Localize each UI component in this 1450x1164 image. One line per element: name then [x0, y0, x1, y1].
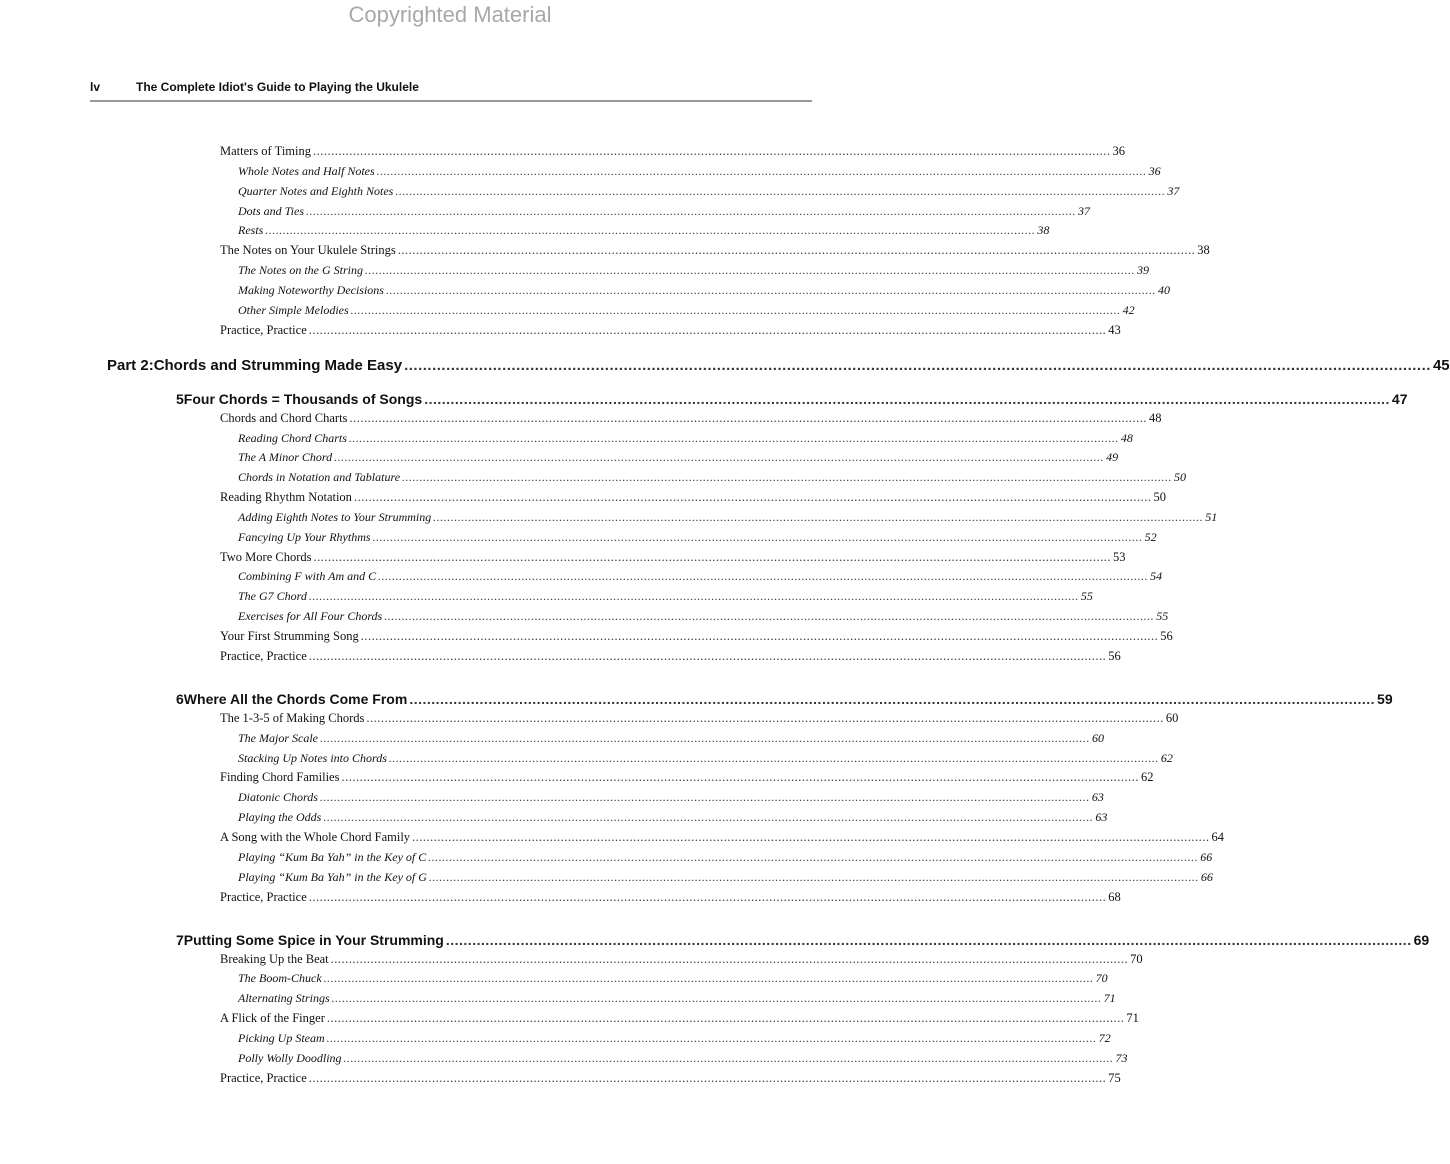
- toc-entry-page: 63: [1091, 790, 1104, 805]
- toc-subsection-entry: [238, 223, 1050, 238]
- toc-subsection-entry: [238, 869, 1213, 885]
- toc-entry-page: 52: [1144, 529, 1157, 544]
- part-number: Part 2:: [107, 356, 154, 374]
- dot-leader: ............................................................................................................................................................................................................................: [348, 430, 1119, 445]
- toc-entry-page: 39: [1137, 263, 1149, 278]
- toc-subsection-entry: [238, 810, 1108, 825]
- toc-entry-page: 53: [1112, 549, 1126, 564]
- toc-entry-page: 70: [1095, 971, 1108, 986]
- toc-part-heading: [107, 356, 1450, 374]
- toc-section-entry: [220, 549, 1126, 565]
- dot-leader: ............................................................................................................................................................................................................................: [365, 263, 1135, 278]
- toc-section-entry: [220, 889, 1121, 905]
- dot-leader: ............................................................................................................................................................................................................................: [397, 243, 1196, 258]
- toc-entry-title: Your First Strumming Song: [220, 629, 359, 643]
- dot-leader: ............................................................................................................................................................................................................................: [313, 144, 1111, 158]
- toc-entry-title: Putting Some Spice in Your Strumming: [183, 931, 444, 948]
- toc-section-entry: [220, 144, 1125, 159]
- toc-entry-title: Practice, Practice: [220, 889, 307, 904]
- toc-subsection-entry: [238, 750, 1173, 766]
- toc-entry-title: Two More Chords: [220, 549, 312, 564]
- dot-leader: ............................................................................................................................................................................................................................: [308, 322, 1107, 337]
- toc-entry-page: 49: [1106, 450, 1119, 465]
- chapter-number: 5: [176, 390, 184, 407]
- toc-entry-title: Reading Chord Charts: [238, 430, 347, 445]
- book-title: The Complete Idiot's Guide to Playing the Ukulele: [136, 80, 419, 94]
- toc-section-entry: [220, 629, 1173, 644]
- chapter-number: 6: [176, 690, 184, 707]
- toc-chapter-heading: [176, 390, 1408, 407]
- toc-entry-page: 63: [1095, 810, 1108, 825]
- toc-entry-title: Chords in Notation and Tablature: [238, 470, 401, 485]
- dot-leader: ............................................................................................................................................................................................................................: [320, 730, 1090, 745]
- page-number: lv: [90, 80, 101, 94]
- toc-section-entry: [220, 410, 1162, 426]
- dot-leader: ............................................................................................................................................................................................................................: [384, 609, 1155, 624]
- toc-entry-title: Chords and Chord Charts: [220, 410, 348, 425]
- toc-subsection-entry: [238, 282, 1170, 298]
- dot-leader: ............................................................................................................................................................................................................................: [326, 1011, 1125, 1026]
- toc-entry-page: 75: [1108, 1070, 1121, 1085]
- toc-subsection-entry: [238, 450, 1119, 465]
- dot-leader: ............................................................................................................................................................................................................................: [445, 931, 1412, 948]
- toc-entry-page: 70: [1130, 951, 1143, 966]
- toc-entry-title: Adding Eighth Notes to Your Strumming: [238, 509, 432, 524]
- dot-leader: ............................................................................................................................................................................................................................: [323, 810, 1094, 825]
- dot-leader: ............................................................................................................................................................................................................................: [308, 889, 1107, 904]
- toc-section-entry: [220, 648, 1121, 664]
- dot-leader: ............................................................................................................................................................................................................................: [349, 410, 1147, 425]
- toc-entry-page: 71: [1126, 1011, 1139, 1026]
- toc-entry-title: Quarter Notes and Eighth Notes: [238, 183, 394, 198]
- toc-entry-title: A Song with the Whole Chord Family: [220, 829, 411, 844]
- toc-section-entry: [220, 710, 1179, 726]
- toc-subsection-entry: [238, 263, 1149, 278]
- toc-entry-title: The Notes on the G String: [238, 263, 363, 278]
- toc-entry-page: 64: [1211, 829, 1225, 844]
- toc-entry-page: 48: [1120, 430, 1133, 445]
- dot-leader: ............................................................................................................................................................................................................................: [308, 648, 1107, 663]
- toc-entry-title: Practice, Practice: [220, 648, 307, 663]
- toc-section-entry: [220, 770, 1154, 785]
- toc-entry-page: 71: [1103, 991, 1116, 1006]
- toc-entry-page: 59: [1377, 690, 1393, 707]
- toc-section-entry: [220, 951, 1143, 967]
- toc-entry-page: 48: [1148, 410, 1162, 425]
- toc-chapter-heading: [176, 931, 1430, 948]
- toc-subsection-entry: [238, 470, 1187, 485]
- toc-entry-page: 51: [1205, 509, 1218, 524]
- toc-entry-title: The Boom-Chuck: [238, 971, 322, 986]
- toc-subsection-entry: [238, 1030, 1111, 1046]
- toc-subsection-entry: [238, 730, 1104, 746]
- dot-leader: ............................................................................................................................................................................................................................: [265, 223, 1036, 238]
- dot-leader: ............................................................................................................................................................................................................................: [308, 589, 1079, 604]
- toc-entry-title: Playing “Kum Ba Yah” in the Key of C: [238, 849, 427, 864]
- toc-entry-page: 45: [1432, 356, 1450, 374]
- toc-entry-page: 69: [1413, 931, 1430, 948]
- toc-entry-title: The Notes on Your Ukulele Strings: [220, 243, 396, 258]
- dot-leader: ............................................................................................................................................................................................................................: [343, 1050, 1114, 1065]
- toc-entry-title: Reading Rhythm Notation: [220, 490, 352, 505]
- toc-entry-page: 40: [1157, 282, 1170, 297]
- dot-leader: ............................................................................................................................................................................................................................: [326, 1030, 1097, 1045]
- toc-entry-title: Breaking Up the Beat: [220, 951, 329, 966]
- toc-entry-title: Exercises for All Four Chords: [238, 609, 383, 624]
- toc-entry-page: 56: [1108, 648, 1121, 663]
- toc-subsection-entry: [238, 302, 1135, 318]
- dot-leader: ............................................................................................................................................................................................................................: [376, 163, 1147, 178]
- toc-chapter-heading: [176, 690, 1393, 707]
- toc-entry-page: 36: [1112, 144, 1125, 158]
- dot-leader: ............................................................................................................................................................................................................................: [306, 203, 1077, 218]
- toc-entry-page: 36: [1148, 163, 1161, 178]
- toc-subsection-entry: [238, 509, 1218, 525]
- dot-leader: ............................................................................................................................................................................................................................: [323, 971, 1094, 986]
- toc-entry-page: 38: [1037, 223, 1050, 238]
- toc-subsection-entry: [238, 569, 1163, 584]
- toc-section-entry: [220, 490, 1166, 505]
- toc-entry-title: Alternating Strings: [238, 991, 330, 1006]
- toc-entry-page: 43: [1108, 322, 1121, 337]
- dot-leader: ............................................................................................................................................................................................................................: [331, 991, 1102, 1006]
- toc-entry-page: 60: [1092, 730, 1104, 745]
- running-head: [90, 80, 812, 100]
- toc-entry-title: The G7 Chord: [238, 589, 307, 604]
- toc-subsection-entry: [238, 430, 1133, 446]
- toc-entry-title: Chords and Strumming Made Easy: [153, 356, 403, 374]
- dot-leader: ............................................................................................................................................................................................................................: [433, 509, 1204, 524]
- toc-entry-title: Whole Notes and Half Notes: [238, 163, 375, 178]
- dot-leader: ............................................................................................................................................................................................................................: [409, 690, 1376, 707]
- toc-subsection-entry: [238, 609, 1169, 624]
- chapter-number: 7: [176, 931, 184, 948]
- toc-entry-title: Practice, Practice: [220, 322, 307, 337]
- toc-section-entry: [220, 1070, 1121, 1086]
- copyright-watermark: Copyrighted Material: [348, 2, 552, 27]
- toc-entry-page: 62: [1140, 770, 1154, 785]
- toc-entry-title: The A Minor Chord: [238, 450, 333, 465]
- toc-subsection-entry: [238, 1050, 1128, 1066]
- toc-entry-title: Polly Wolly Doodling: [238, 1050, 342, 1065]
- dot-leader: ............................................................................................................................................................................................................................: [350, 302, 1121, 317]
- toc-entry-title: Four Chords = Thousands of Songs: [183, 390, 423, 407]
- toc-entry-page: 50: [1153, 490, 1166, 505]
- toc-subsection-entry: [238, 849, 1213, 865]
- dot-leader: ............................................................................................................................................................................................................................: [385, 282, 1156, 297]
- toc-entry-page: 68: [1108, 889, 1121, 904]
- toc-entry-title: Rests: [238, 223, 264, 238]
- toc-entry-page: 37: [1078, 203, 1091, 218]
- toc-entry-page: 72: [1098, 1030, 1111, 1045]
- dot-leader: ............................................................................................................................................................................................................................: [412, 829, 1210, 844]
- dot-leader: ............................................................................................................................................................................................................................: [395, 183, 1166, 198]
- toc-entry-page: 66: [1200, 869, 1213, 884]
- dot-leader: ............................................................................................................................................................................................................................: [428, 849, 1199, 864]
- dot-leader: ............................................................................................................................................................................................................................: [360, 629, 1159, 643]
- toc-entry-page: 62: [1160, 750, 1173, 765]
- toc-entry-page: 37: [1167, 183, 1180, 198]
- toc-entry-title: Combining F with Am and C: [238, 569, 377, 584]
- toc-entry-page: 38: [1197, 243, 1210, 258]
- dot-leader: ............................................................................................................................................................................................................................: [341, 770, 1139, 785]
- dot-leader: ............................................................................................................................................................................................................................: [319, 790, 1090, 805]
- toc-subsection-entry: [238, 790, 1104, 805]
- dot-leader: ............................................................................................................................................................................................................................: [372, 529, 1143, 544]
- toc-entry-title: Other Simple Melodies: [238, 302, 349, 317]
- toc-entry-page: 66: [1200, 849, 1213, 864]
- toc-entry-title: Where All the Chords Come From: [183, 690, 408, 707]
- toc-entry-title: Dots and Ties: [238, 203, 305, 218]
- toc-entry-page: 50: [1174, 470, 1187, 485]
- toc-entry-page: 42: [1122, 302, 1135, 317]
- dot-leader: ............................................................................................................................................................................................................................: [366, 710, 1164, 725]
- toc-entry-title: Picking Up Steam: [238, 1030, 325, 1045]
- toc-subsection-entry: [238, 971, 1108, 986]
- toc-subsection-entry: [238, 203, 1091, 219]
- toc-entry-title: Stacking Up Notes into Chords: [238, 750, 387, 765]
- dot-leader: ............................................................................................................................................................................................................................: [402, 470, 1173, 485]
- dot-leader: ............................................................................................................................................................................................................................: [308, 1070, 1107, 1085]
- dot-leader: ............................................................................................................................................................................................................................: [388, 750, 1159, 765]
- toc-entry-page: 56: [1160, 629, 1173, 643]
- toc-section-entry: [220, 829, 1225, 845]
- toc-entry-title: Diatonic Chords: [238, 790, 318, 805]
- toc-subsection-entry: [238, 183, 1180, 199]
- toc-entry-title: Fancying Up Your Rhythms: [238, 529, 371, 544]
- toc-entry-title: Matters of Timing: [220, 144, 311, 158]
- dot-leader: ............................................................................................................................................................................................................................: [424, 390, 1390, 407]
- dot-leader: ............................................................................................................................................................................................................................: [428, 869, 1199, 884]
- toc-entry-title: Playing “Kum Ba Yah” in the Key of G: [238, 869, 427, 884]
- toc-section-entry: [220, 243, 1210, 258]
- toc-entry-title: The 1-3-5 of Making Chords: [220, 710, 365, 725]
- toc-entry-page: 47: [1391, 390, 1408, 407]
- toc-entry-title: Playing the Odds: [238, 810, 322, 825]
- toc-entry-title: Practice, Practice: [220, 1070, 307, 1085]
- toc-subsection-entry: [238, 529, 1157, 545]
- header-rule: [90, 100, 812, 102]
- toc-entry-page: 55: [1080, 589, 1093, 604]
- toc-section-entry: [220, 1011, 1139, 1026]
- toc-subsection-entry: [238, 991, 1116, 1006]
- dot-leader: ............................................................................................................................................................................................................................: [378, 569, 1149, 584]
- toc-entry-title: The Major Scale: [238, 730, 318, 745]
- dot-leader: ............................................................................................................................................................................................................................: [313, 549, 1111, 564]
- toc-entry-title: Making Noteworthy Decisions: [238, 282, 384, 297]
- toc-entry-title: Finding Chord Families: [220, 770, 340, 785]
- toc-subsection-entry: [238, 163, 1161, 179]
- toc-entry-page: 55: [1156, 609, 1169, 624]
- dot-leader: ............................................................................................................................................................................................................................: [353, 490, 1152, 505]
- dot-leader: ............................................................................................................................................................................................................................: [330, 951, 1129, 966]
- toc-entry-page: 73: [1115, 1050, 1128, 1065]
- toc-entry-page: 54: [1150, 569, 1163, 584]
- toc-subsection-entry: [238, 589, 1093, 604]
- toc-entry-page: 60: [1165, 710, 1179, 725]
- toc-entry-title: A Flick of the Finger: [220, 1011, 325, 1026]
- toc-section-entry: [220, 322, 1121, 338]
- dot-leader: ............................................................................................................................................................................................................................: [404, 356, 1431, 374]
- dot-leader: ............................................................................................................................................................................................................................: [334, 450, 1105, 465]
